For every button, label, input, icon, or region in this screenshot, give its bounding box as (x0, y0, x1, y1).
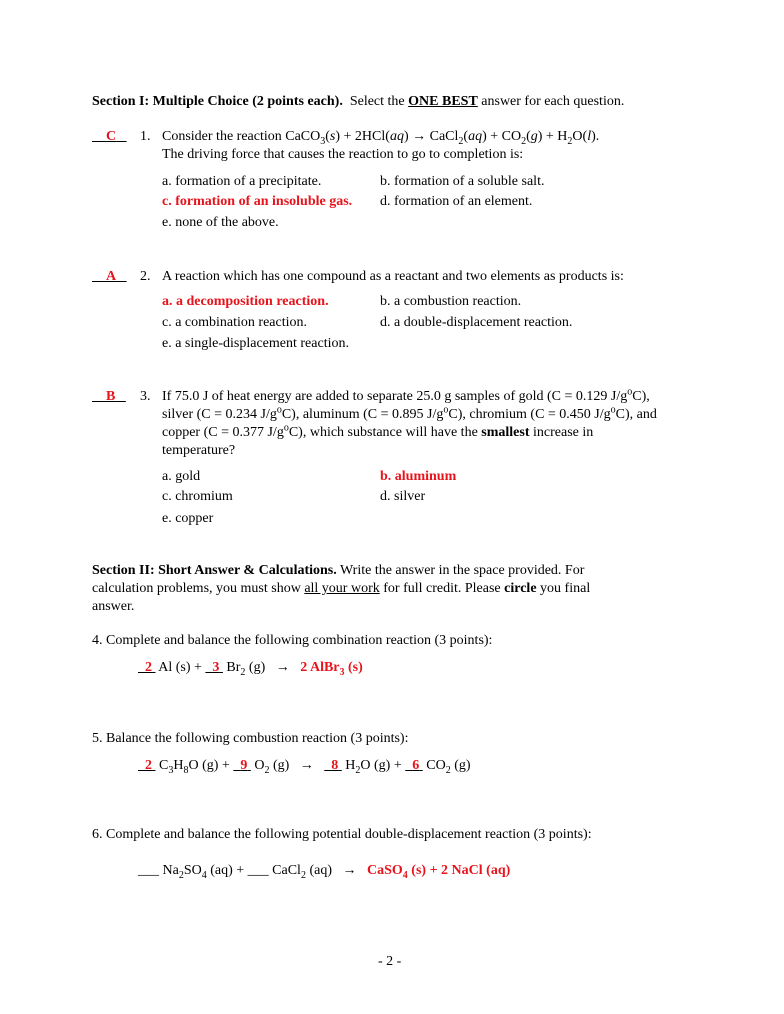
q3-answer-blank (92, 388, 126, 406)
q2-text: A reaction which has one compound as a reactant and two elements as products is: (162, 269, 624, 284)
q6-text: 6. Complete and balance the following potential double-displacement reaction (3 points): (92, 827, 592, 842)
q5-text: 5. Balance the following combustion reaction (3 points): (92, 731, 409, 746)
q1-line1: Consider the reaction CaCO$_3$(s) + 2HCl(aq) → CaCl$_2$(aq) + $CO_2(g) + H_2O(l)$. (162, 129, 600, 147)
q4-equation: 2 Al (s) + 3 $Br_2$ (g) → 2 AlBr$_3$ (s) (145, 660, 363, 678)
section1-instr-pre: Select the (349, 94, 409, 109)
q6-product: CaSO$_4$ (s) + 2 NaCl (aq) (367, 863, 511, 881)
section1-instr-post: answer for each question. (477, 94, 625, 109)
q5-coef-1: 2 (145, 758, 152, 773)
page-number: - 2 - (378, 954, 402, 969)
q3-option-a: a. gold (162, 469, 201, 484)
section2-line3: answer. (92, 599, 135, 614)
q3-line3: copper (C = 0.377 $J/g^oC$), which substance will have the smallest increase in (162, 422, 594, 440)
section1-one-best: ONE BEST (408, 94, 478, 109)
q2-option-b: b. a combustion reaction. (380, 294, 522, 309)
q1-option-b: b. formation of a soluble salt. (380, 174, 545, 189)
q3-smallest: smallest (481, 425, 530, 440)
q6-blank-2: ___ (247, 863, 269, 878)
q5-equation: 2 $C_3H_8O$ (g) + 9 $O_2$ (g) → 8 $H_2O$ (g) + 6 $CO_2$ (g) (145, 758, 471, 776)
q3-option-b: b. aluminum (380, 469, 457, 484)
q4-text: 4. Complete and balance the following combination reaction (3 points): (92, 633, 493, 648)
q3-number: 3. (140, 389, 151, 404)
q3-option-d: d. silver (380, 489, 426, 504)
q1-answer: C (106, 129, 117, 144)
q5-coef-3: 8 (331, 758, 339, 773)
section1-header (92, 93, 624, 111)
q4-coef-1: 2 (145, 660, 152, 675)
section2-line2: calculation problems, you must show all your work for full credit. Please circle you final (92, 581, 591, 596)
q5-coef-2: 9 (240, 758, 248, 773)
section1-title: Section I: Multiple Choice (2 points each). (92, 94, 343, 109)
section2-title: Section II: Short Answer & Calculations. (92, 563, 337, 578)
q3-line2: silver (C = 0.234 $J/g^oC$), aluminum (C = 0.895 $J/g^oC$), chromium (C = 0.450 $J/g^oC$), and (162, 404, 657, 422)
q3-line1: If 75.0 J of heat energy are added to separate 25.0 g samples of gold (C = 0.129 $J/g^oC$), (162, 386, 650, 404)
q5-coef-4: 6 (412, 758, 420, 773)
q1-option-a: a. formation of a precipitate. (162, 174, 322, 189)
section2-line1: Section II: Short Answer & Calculations. Write the answer in the space provided. For (92, 563, 585, 578)
q4-coef-2: 3 (212, 660, 220, 675)
q2-option-e: e. a single-displacement reaction. (162, 336, 349, 351)
q4-product: 2 AlBr$_3$ (s) (300, 660, 363, 678)
q1-answer-blank (92, 128, 127, 146)
q3-answer: B (106, 389, 116, 404)
q3-option-e: e. copper (162, 511, 214, 526)
q2-option-a: a. a decomposition reaction. (162, 294, 329, 309)
q1-line2: The driving force that causes the reaction to go to completion is: (162, 147, 524, 162)
q2-option-c: c. a combination reaction. (162, 315, 307, 330)
q3-option-c: c. chromium (162, 489, 233, 504)
q1-option-e: e. none of the above. (162, 215, 279, 230)
q1-option-c: c. formation of an insoluble gas. (162, 194, 353, 209)
q3-line4: temperature? (162, 443, 236, 458)
q2-number: 2. (140, 269, 151, 284)
q2-answer-blank (92, 268, 127, 286)
q2-answer: A (106, 269, 117, 284)
q2-option-d: d. a double-displacement reaction. (380, 315, 573, 330)
q6-blank-1: ___ (138, 863, 159, 878)
q6-equation: ___ $Na_2SO_4$ (aq) + ___ CaCl$_2$ (aq) → CaSO$_4$ (s) + 2 NaCl (aq) (138, 863, 511, 881)
q1-option-d: d. formation of an element. (380, 194, 533, 209)
q1-number: 1. (140, 129, 151, 144)
